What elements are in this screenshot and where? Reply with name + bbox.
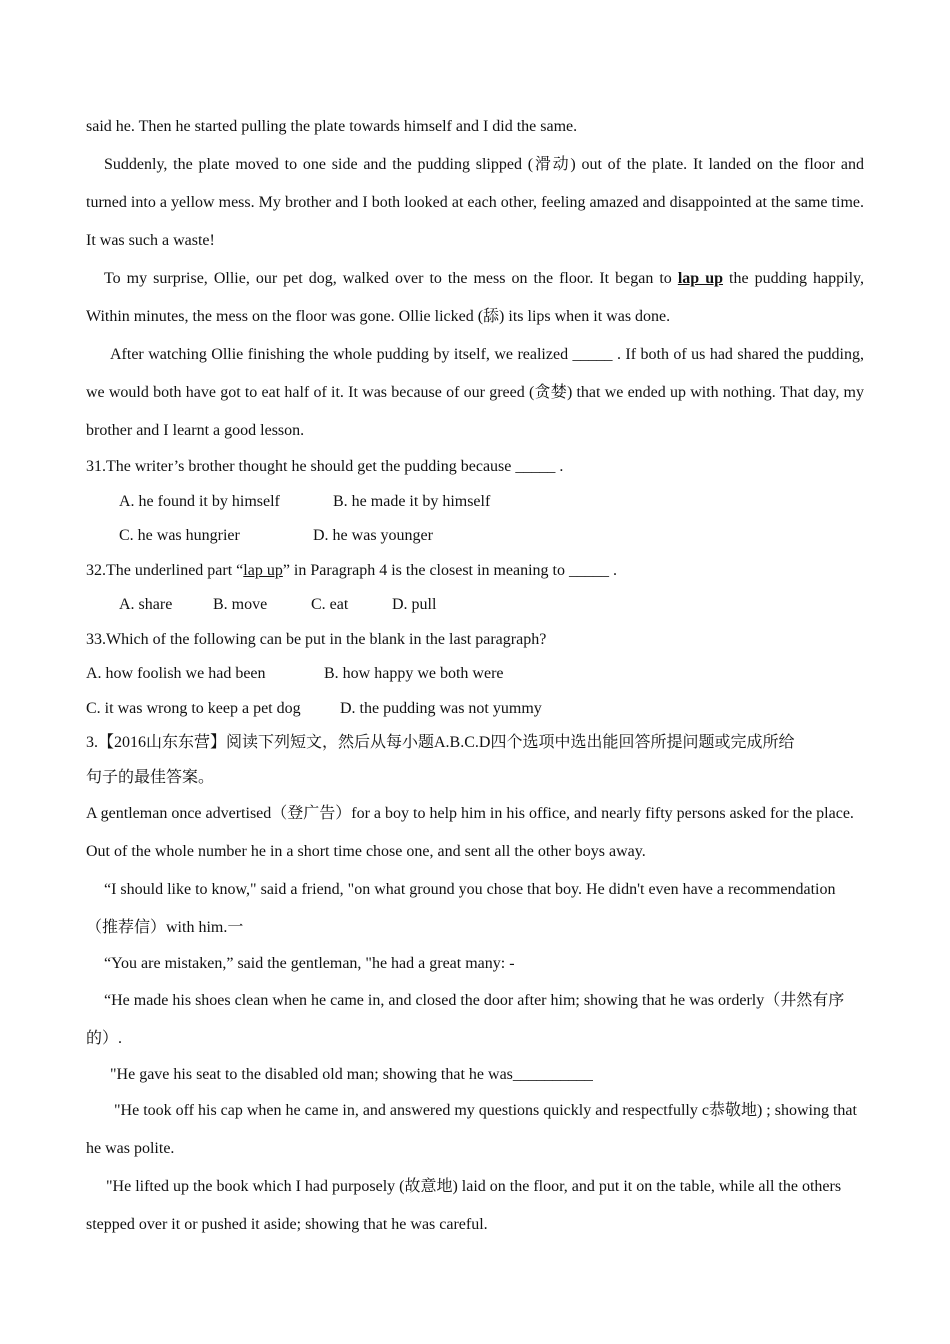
question-31-options [86, 485, 864, 520]
option-c: C. he was hungrier [119, 527, 240, 544]
question-33-options [86, 657, 864, 692]
passage-text: To my surprise, Ollie, our pet dog, walked over to the mess on the floor. It began to [104, 270, 678, 287]
section-3-heading: 句子的最佳答案。 [86, 768, 215, 786]
option-c: C. eat [311, 596, 349, 613]
option-b: B. how happy we both were [324, 665, 504, 682]
option-b: B. move [213, 596, 268, 613]
passage-paragraph: “You are mistaken,” said the gentleman, "he had a great many: - [104, 955, 515, 972]
underlined-phrase: lap up [677, 270, 723, 287]
option-c: C. it was wrong to keep a pet dog [86, 699, 301, 717]
passage-paragraph: "He gave his seat to the disabled old man; showing that he was__________ [110, 1065, 593, 1083]
option-a: A. share [119, 596, 173, 613]
option-a: A. he found it by himself [119, 492, 280, 510]
option-d: D. pull [392, 596, 437, 613]
question-32-options [86, 588, 864, 623]
passage-paragraph: “He made his shoes clean when he came in, and closed the door after him; showing that he was orderly（井然有序的）. [86, 991, 845, 1047]
question-33-options [86, 692, 864, 727]
question-text: ” in Paragraph 4 is the closest in meaning to _____ . [282, 561, 617, 579]
option-b: B. he made it by himself [333, 492, 491, 510]
passage-paragraph [86, 260, 864, 336]
passage-paragraph: After watching Ollie finishing the whole pudding by itself, we realized _____ . If both of us had shared the pudding, we would both have got to eat half of it. It was because of our greed (贪婪) that we ended up with nothing. That day, my brother and I learnt a good lesson. [86, 346, 864, 439]
option-d: D. he was younger [313, 527, 433, 544]
passage-text: the pudding happily, Within minutes, the mess on the floor was gone. Ollie licked (舔) its lips when it was done. [86, 270, 865, 325]
question-32 [86, 554, 864, 589]
question-33: 33.Which of the following can be put in the blank in the last paragraph? [86, 630, 547, 648]
passage-paragraph: said he. Then he started pulling the plate towards himself and I did the same. [86, 118, 578, 135]
section-3-heading: 3.【2016山东东营】阅读下列短文，然后从每小题A.B.C.D四个选项中选出能回答所提问题或完成所给 [86, 734, 795, 751]
passage-paragraph: "He took off his cap when he came in, and answered my questions quickly and respectfully c恭敬地) ; showing that he was polite. [86, 1102, 857, 1157]
question-31-options [86, 519, 864, 554]
document-page [86, 110, 864, 1244]
option-a: A. how foolish we had been [86, 665, 266, 682]
passage-paragraph: A gentleman once advertised（登广告）for a boy to help him in his office, and nearly fifty persons asked for the place. Out of the whole number he in a short time chose one, and sent all the other boys away. [86, 805, 854, 860]
question-31: 31.The writer’s brother thought he should get the pudding because _____ . [86, 458, 564, 475]
underlined-phrase: lap up [243, 561, 283, 579]
question-text: 32.The underlined part “ [86, 561, 244, 579]
passage-paragraph: “I should like to know," said a friend, "on what ground you chose that boy. He didn't even have a recommendation（推荐信）with him.一 [86, 881, 836, 936]
option-d: D. the pudding was not yummy [340, 699, 542, 717]
passage-paragraph: Suddenly, the plate moved to one side and the pudding slipped (滑动) out of the plate. It landed on the floor and turned into a yellow mess. My brother and I both looked at each other, feeling amazed and disappointed at the same time. It was such a waste! [86, 156, 864, 249]
passage-paragraph: "He lifted up the book which I had purposely (故意地) laid on the floor, and put it on the table, while all the others stepped over it or pushed it aside; showing that he was careful. [86, 1178, 842, 1233]
